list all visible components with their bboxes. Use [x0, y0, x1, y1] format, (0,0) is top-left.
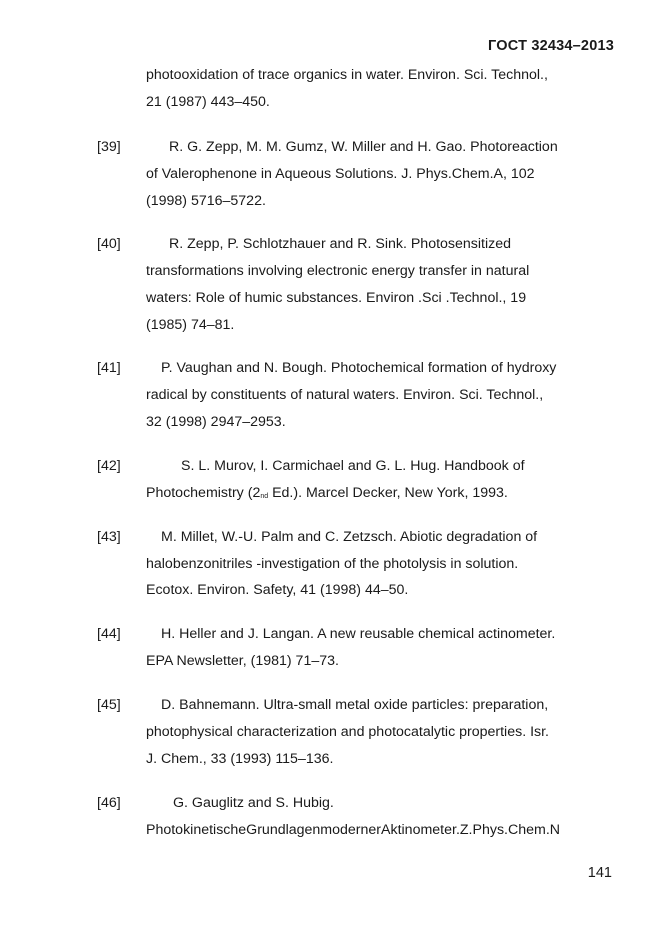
reference-number: [39]	[97, 139, 121, 155]
ordinal-suffix: nd	[260, 493, 269, 500]
reference-number: [44]	[97, 626, 121, 642]
reference-line	[146, 485, 508, 501]
page-number: 141	[587, 865, 612, 881]
reference-line: EPA Newsletter, (1981) 71–73.	[146, 653, 339, 669]
reference-number: [43]	[97, 529, 121, 545]
reference-line: photophysical characterization and photocatalytic properties. Isr.	[146, 724, 549, 740]
reference-line: transformations involving electronic energy transfer in natural	[146, 263, 530, 279]
reference-number: [46]	[97, 795, 121, 811]
reference-line: radical by constituents of natural waters. Environ. Sci. Technol.,	[146, 387, 544, 403]
reference-text: Photochemistry (2	[146, 485, 261, 501]
reference-line: H. Heller and J. Langan. A new reusable chemical actinometer.	[161, 626, 556, 642]
continuation-line: photooxidation of trace organics in water. Environ. Sci. Technol.,	[146, 67, 548, 83]
reference-line: (1998) 5716–5722.	[146, 193, 266, 209]
reference-number: [45]	[97, 697, 121, 713]
reference-line: R. Zepp, P. Schlotzhauer and R. Sink. Photosensitized	[169, 236, 512, 252]
reference-line: S. L. Murov, I. Carmichael and G. L. Hug. Handbook of	[181, 458, 525, 474]
page-header: ГОСТ 32434–2013	[488, 38, 614, 54]
reference-line: G. Gauglitz and S. Hubig.	[173, 795, 334, 811]
reference-line: M. Millet, W.-U. Palm and C. Zetzsch. Abiotic degradation of	[161, 529, 538, 545]
reference-line: D. Bahnemann. Ultra-small metal oxide particles: preparation,	[161, 697, 549, 713]
reference-number: [40]	[97, 236, 121, 252]
continuation-line: 21 (1987) 443–450.	[146, 94, 270, 110]
reference-line: J. Chem., 33 (1993) 115–136.	[146, 751, 334, 767]
reference-line: 32 (1998) 2947–2953.	[146, 414, 286, 430]
reference-line: waters: Role of humic substances. Environ .Sci .Technol., 19	[146, 290, 527, 306]
reference-number: [41]	[97, 360, 121, 376]
reference-line: P. Vaughan and N. Bough. Photochemical formation of hydroxy	[161, 360, 557, 376]
reference-line: halobenzonitriles -investigation of the photolysis in solution.	[146, 556, 519, 572]
reference-number: [42]	[97, 458, 121, 474]
reference-line: Ecotox. Environ. Safety, 41 (1998) 44–50.	[146, 582, 409, 598]
reference-line: of Valerophenone in Aqueous Solutions. J. Phys.Chem.A, 102	[146, 166, 535, 182]
reference-line: (1985) 74–81.	[146, 317, 235, 333]
reference-text: Ed.). Marcel Decker, New York, 1993.	[268, 485, 508, 501]
reference-line: R. G. Zepp, M. M. Gumz, W. Miller and H. Gao. Photoreaction	[169, 139, 558, 155]
reference-line: PhotokinetischeGrundlagenmodernerAktinometer.Z.Phys.Chem.N	[146, 822, 561, 838]
